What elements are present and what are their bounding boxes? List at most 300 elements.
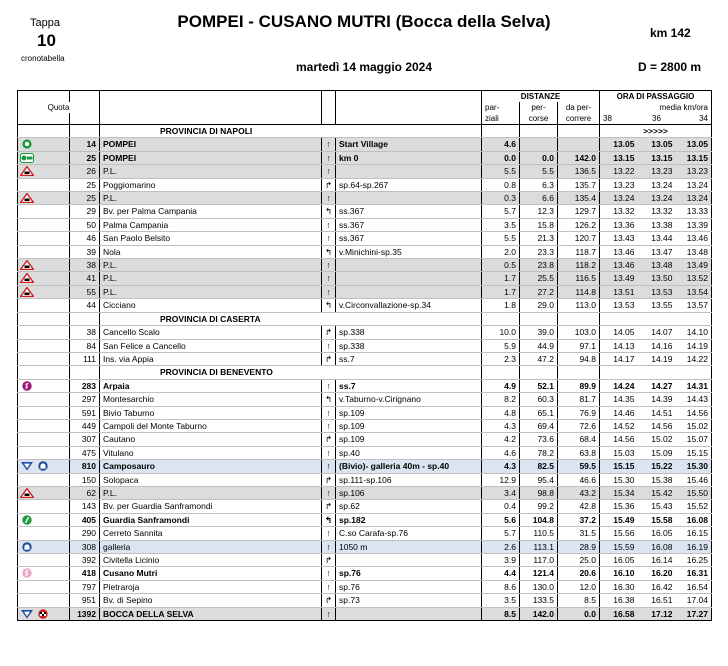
row-icons <box>18 259 70 272</box>
table-row <box>18 245 712 258</box>
row-quota: 150 <box>70 473 100 486</box>
row-time-38: 15.34 <box>600 486 638 499</box>
table-row <box>18 379 712 392</box>
page-title: POMPEI - CUSANO MUTRI (Bocca della Selva) <box>177 12 551 31</box>
table-row <box>18 486 712 499</box>
row-percorse: 65.1 <box>520 406 558 419</box>
row-time-34: 14.10 <box>676 326 712 339</box>
row-parziali: 4.9 <box>482 379 520 392</box>
speed-36-header: 36 <box>638 113 676 125</box>
table-row <box>18 326 712 339</box>
row-time-34: 16.25 <box>676 554 712 567</box>
row-road <box>336 285 482 298</box>
row-quota: 38 <box>70 259 100 272</box>
row-time-38: 15.59 <box>600 540 638 553</box>
row-quota: 55 <box>70 285 100 298</box>
row-dapercorrere: 68.4 <box>558 433 600 446</box>
row-direction: ↑ <box>322 406 336 419</box>
row-percorse: 27.2 <box>520 285 558 298</box>
row-time-36: 13.24 <box>638 178 676 191</box>
tunnel-icon <box>36 461 50 471</box>
row-percorse: 0.0 <box>520 151 558 164</box>
row-time-34: 15.15 <box>676 446 712 459</box>
row-quota: 29 <box>70 205 100 218</box>
row-percorse: 99.2 <box>520 500 558 513</box>
row-icons <box>18 567 70 580</box>
row-time-38: 16.05 <box>600 554 638 567</box>
table-row <box>18 433 712 446</box>
row-icons <box>18 352 70 365</box>
row-direction: ↑ <box>322 259 336 272</box>
row-percorse: 47.2 <box>520 352 558 365</box>
province-name: PROVINCIA DI NAPOLI <box>100 125 482 138</box>
table-row <box>18 192 712 205</box>
row-parziali: 5.7 <box>482 527 520 540</box>
table-row <box>18 138 712 151</box>
row-percorse: 25.5 <box>520 272 558 285</box>
row-time-36: 13.55 <box>638 299 676 312</box>
row-location: POMPEI <box>100 151 322 164</box>
row-parziali: 1.7 <box>482 285 520 298</box>
row-icons <box>18 285 70 298</box>
row-percorse: 23.3 <box>520 245 558 258</box>
row-time-34: 14.31 <box>676 379 712 392</box>
row-direction: ↱ <box>322 473 336 486</box>
row-time-36: 13.32 <box>638 205 676 218</box>
row-percorse: 29.0 <box>520 299 558 312</box>
row-parziali: 5.6 <box>482 513 520 526</box>
row-location: Palma Campania <box>100 218 322 231</box>
row-location: Nola <box>100 245 322 258</box>
row-quota: 46 <box>70 232 100 245</box>
row-parziali: 4.4 <box>482 567 520 580</box>
row-time-34: 15.50 <box>676 486 712 499</box>
row-parziali: 3.9 <box>482 554 520 567</box>
table-row <box>18 419 712 432</box>
row-dapercorrere: 118.7 <box>558 245 600 258</box>
row-direction: ↱ <box>322 433 336 446</box>
row-time-38: 16.58 <box>600 607 638 620</box>
row-road: km 0 <box>336 151 482 164</box>
row-parziali: 4.3 <box>482 460 520 473</box>
row-parziali: 8.6 <box>482 580 520 593</box>
row-parziali: 0.8 <box>482 178 520 191</box>
row-icons <box>18 406 70 419</box>
row-time-34: 13.24 <box>676 192 712 205</box>
row-dapercorrere: 63.8 <box>558 446 600 459</box>
row-parziali: 12.9 <box>482 473 520 486</box>
row-road: sp.109 <box>336 406 482 419</box>
row-percorse: 6.6 <box>520 192 558 205</box>
row-percorse: 23.8 <box>520 259 558 272</box>
row-time-34: 16.15 <box>676 527 712 540</box>
row-icons <box>18 500 70 513</box>
row-dapercorrere: 94.8 <box>558 352 600 365</box>
row-icons <box>18 580 70 593</box>
table-row <box>18 232 712 245</box>
row-time-34: 13.46 <box>676 232 712 245</box>
row-icons <box>18 326 70 339</box>
row-percorse: 113.1 <box>520 540 558 553</box>
row-parziali: 3.5 <box>482 594 520 607</box>
row-dapercorrere: 129.7 <box>558 205 600 218</box>
row-road: sp.109 <box>336 419 482 432</box>
row-parziali: 4.3 <box>482 419 520 432</box>
row-dapercorrere: 103.0 <box>558 326 600 339</box>
row-icons <box>18 473 70 486</box>
row-road: sp.40 <box>336 446 482 459</box>
row-parziali: 4.6 <box>482 446 520 459</box>
row-direction: ↰ <box>322 299 336 312</box>
row-direction: ↑ <box>322 540 336 553</box>
row-direction: ↱ <box>322 352 336 365</box>
row-icons <box>18 486 70 499</box>
row-percorse: 121.4 <box>520 567 558 580</box>
ora-header: ORA DI PASSAGGIO <box>600 91 712 103</box>
row-parziali: 10.0 <box>482 326 520 339</box>
row-direction: ↑ <box>322 285 336 298</box>
row-road: sp.64-sp.267 <box>336 178 482 191</box>
row-time-34: 16.08 <box>676 513 712 526</box>
row-location: P.L. <box>100 259 322 272</box>
row-dapercorrere: 126.2 <box>558 218 600 231</box>
row-road <box>336 192 482 205</box>
row-percorse: 130.0 <box>520 580 558 593</box>
row-dapercorrere: 114.8 <box>558 285 600 298</box>
row-road <box>336 165 482 178</box>
row-dapercorrere: 120.7 <box>558 232 600 245</box>
row-percorse: 142.0 <box>520 607 558 620</box>
row-road: sp.111-sp.106 <box>336 473 482 486</box>
row-percorse: 110.5 <box>520 527 558 540</box>
row-location: BOCCA DELLA SELVA <box>100 607 322 620</box>
row-road: ss.7 <box>336 352 482 365</box>
row-time-38: 14.13 <box>600 339 638 352</box>
table-row <box>18 473 712 486</box>
table-row <box>18 527 712 540</box>
row-location: P.L. <box>100 285 322 298</box>
row-location: Poggiomarino <box>100 178 322 191</box>
row-time-36: 16.05 <box>638 527 676 540</box>
row-icons <box>18 379 70 392</box>
province-row <box>18 366 712 379</box>
row-time-38: 13.24 <box>600 192 638 205</box>
cronotabella-label: cronotabella <box>21 54 65 63</box>
row-location: Bivio Taburno <box>100 406 322 419</box>
speed-38-header: 38 <box>600 113 638 125</box>
parziali-header-1: par- <box>482 102 520 113</box>
row-icons <box>18 138 70 151</box>
row-time-38: 16.30 <box>600 580 638 593</box>
row-quota: 25 <box>70 192 100 205</box>
row-direction: ↱ <box>322 500 336 513</box>
row-road: v.Minichini-sp.35 <box>336 245 482 258</box>
row-icons <box>18 232 70 245</box>
row-percorse: 133.5 <box>520 594 558 607</box>
row-road: sp.338 <box>336 326 482 339</box>
row-road: ss.7 <box>336 379 482 392</box>
row-time-38: 13.32 <box>600 205 638 218</box>
table-row <box>18 607 712 620</box>
row-direction: ↑ <box>322 165 336 178</box>
row-percorse: 44.9 <box>520 339 558 352</box>
row-location: POMPEI <box>100 138 322 151</box>
row-icons <box>18 165 70 178</box>
row-time-34: 16.31 <box>676 567 712 580</box>
gpm-icon <box>20 461 34 471</box>
row-direction: ↑ <box>322 192 336 205</box>
row-percorse: 95.4 <box>520 473 558 486</box>
row-parziali: 3.4 <box>482 486 520 499</box>
table-row <box>18 500 712 513</box>
table-row <box>18 259 712 272</box>
row-time-38: 14.24 <box>600 379 638 392</box>
row-icons <box>18 460 70 473</box>
row-dapercorrere: 116.5 <box>558 272 600 285</box>
stage-date: martedì 14 maggio 2024 <box>295 60 433 74</box>
row-parziali: 5.5 <box>482 232 520 245</box>
row-location: Campoli del Monte Taburno <box>100 419 322 432</box>
row-icons <box>18 299 70 312</box>
row-icons <box>18 419 70 432</box>
row-parziali: 5.7 <box>482 205 520 218</box>
row-time-34: 14.19 <box>676 339 712 352</box>
table-row <box>18 393 712 406</box>
speed-arrows <box>600 366 712 379</box>
province-row <box>18 312 712 325</box>
table-row <box>18 339 712 352</box>
table-row <box>18 352 712 365</box>
table-row <box>18 151 712 164</box>
itinerary-table <box>17 90 712 621</box>
row-quota: 25 <box>70 151 100 164</box>
row-parziali: 8.2 <box>482 393 520 406</box>
row-quota: 38 <box>70 326 100 339</box>
row-road: (Bivio)- galleria 40m - sp.40 <box>336 460 482 473</box>
row-direction: ↑ <box>322 580 336 593</box>
row-time-36: 16.14 <box>638 554 676 567</box>
row-direction: ↑ <box>322 527 336 540</box>
row-percorse: 104.8 <box>520 513 558 526</box>
row-location: galleria <box>100 540 322 553</box>
row-time-36: 13.38 <box>638 218 676 231</box>
row-quota: 143 <box>70 500 100 513</box>
row-quota: 44 <box>70 299 100 312</box>
row-parziali: 2.3 <box>482 352 520 365</box>
row-time-36: 13.48 <box>638 259 676 272</box>
row-road: sp.62 <box>336 500 482 513</box>
row-direction: ↑ <box>322 607 336 620</box>
row-time-38: 14.56 <box>600 433 638 446</box>
row-icons <box>18 205 70 218</box>
row-time-34: 13.52 <box>676 272 712 285</box>
row-location: Solopaca <box>100 473 322 486</box>
level-crossing-icon <box>20 287 34 297</box>
row-location: Guardia Sanframondi <box>100 513 322 526</box>
row-road <box>336 554 482 567</box>
row-quota: 951 <box>70 594 100 607</box>
row-road: sp.182 <box>336 513 482 526</box>
row-dapercorrere: 20.6 <box>558 567 600 580</box>
row-dapercorrere: 37.2 <box>558 513 600 526</box>
row-direction: ↱ <box>322 594 336 607</box>
table-row <box>18 594 712 607</box>
row-percorse: 52.1 <box>520 379 558 392</box>
table-row <box>18 446 712 459</box>
row-dapercorrere: 25.0 <box>558 554 600 567</box>
row-parziali: 0.3 <box>482 192 520 205</box>
table-row <box>18 567 712 580</box>
row-dapercorrere: 12.0 <box>558 580 600 593</box>
row-dapercorrere: 135.4 <box>558 192 600 205</box>
row-icons <box>18 433 70 446</box>
row-time-38: 14.05 <box>600 326 638 339</box>
row-location: Bv. di Sepino <box>100 594 322 607</box>
table-row <box>18 554 712 567</box>
row-icons <box>18 527 70 540</box>
row-direction: ↑ <box>322 446 336 459</box>
row-quota: 111 <box>70 352 100 365</box>
row-time-36: 16.51 <box>638 594 676 607</box>
row-percorse <box>520 138 558 151</box>
row-time-38: 15.56 <box>600 527 638 540</box>
row-quota: 308 <box>70 540 100 553</box>
row-location: Arpaia <box>100 379 322 392</box>
row-quota: 405 <box>70 513 100 526</box>
row-quota: 1392 <box>70 607 100 620</box>
row-time-36: 16.42 <box>638 580 676 593</box>
row-time-36: 13.47 <box>638 245 676 258</box>
row-time-36: 13.23 <box>638 165 676 178</box>
row-direction: ↑ <box>322 567 336 580</box>
row-direction: ↑ <box>322 232 336 245</box>
row-parziali: 3.5 <box>482 218 520 231</box>
row-percorse: 98.8 <box>520 486 558 499</box>
header-row-3 <box>18 113 712 125</box>
row-percorse: 60.3 <box>520 393 558 406</box>
row-road: sp.106 <box>336 486 482 499</box>
row-time-34: 15.07 <box>676 433 712 446</box>
row-time-38: 14.35 <box>600 393 638 406</box>
row-time-34: 13.23 <box>676 165 712 178</box>
row-direction: ↱ <box>322 554 336 567</box>
row-time-36: 14.51 <box>638 406 676 419</box>
row-location: P.L. <box>100 192 322 205</box>
row-time-38: 13.05 <box>600 138 638 151</box>
row-dapercorrere: 89.9 <box>558 379 600 392</box>
row-time-36: 14.39 <box>638 393 676 406</box>
row-road: sp.338 <box>336 339 482 352</box>
row-time-36: 14.27 <box>638 379 676 392</box>
row-percorse: 117.0 <box>520 554 558 567</box>
row-icons <box>18 554 70 567</box>
row-direction: ↑ <box>322 272 336 285</box>
row-time-38: 13.43 <box>600 232 638 245</box>
row-time-34: 17.04 <box>676 594 712 607</box>
row-time-34: 14.56 <box>676 406 712 419</box>
row-percorse: 39.0 <box>520 326 558 339</box>
row-parziali: 0.0 <box>482 151 520 164</box>
row-location: Cancello Scalo <box>100 326 322 339</box>
row-time-36: 13.15 <box>638 151 676 164</box>
row-time-36: 13.50 <box>638 272 676 285</box>
row-parziali: 1.7 <box>482 272 520 285</box>
row-location: Montesarchio <box>100 393 322 406</box>
stage-length: km 142 <box>650 26 691 40</box>
row-time-38: 14.46 <box>600 406 638 419</box>
parziali-header-2: ziali <box>482 113 520 125</box>
row-time-38: 13.49 <box>600 272 638 285</box>
row-dapercorrere: 59.5 <box>558 460 600 473</box>
row-location: Cusano Mutri <box>100 567 322 580</box>
row-dapercorrere: 76.9 <box>558 406 600 419</box>
row-time-36: 15.43 <box>638 500 676 513</box>
table-row <box>18 218 712 231</box>
row-parziali: 2.6 <box>482 540 520 553</box>
row-dapercorrere: 46.6 <box>558 473 600 486</box>
row-time-36: 17.12 <box>638 607 676 620</box>
row-direction: ↑ <box>322 138 336 151</box>
row-direction: ↑ <box>322 218 336 231</box>
row-time-36: 15.58 <box>638 513 676 526</box>
percorse-header-1: per- <box>520 102 558 113</box>
row-parziali: 4.2 <box>482 433 520 446</box>
row-dapercorrere: 0.0 <box>558 607 600 620</box>
row-direction: ↰ <box>322 205 336 218</box>
row-direction: ↱ <box>322 178 336 191</box>
row-time-34: 15.02 <box>676 419 712 432</box>
province-name: PROVINCIA DI CASERTA <box>100 312 482 325</box>
table-row <box>18 513 712 526</box>
row-quota: 307 <box>70 433 100 446</box>
row-time-38: 13.15 <box>600 151 638 164</box>
level-crossing-icon <box>20 260 34 270</box>
row-location: Cautano <box>100 433 322 446</box>
row-icons <box>18 339 70 352</box>
start-icon <box>20 139 34 149</box>
row-quota: 84 <box>70 339 100 352</box>
header-row-2 <box>18 102 712 113</box>
row-time-34: 15.46 <box>676 473 712 486</box>
row-time-38: 14.52 <box>600 419 638 432</box>
row-parziali: 4.8 <box>482 406 520 419</box>
row-quota: 810 <box>70 460 100 473</box>
row-time-34: 13.49 <box>676 259 712 272</box>
row-time-38: 13.23 <box>600 178 638 191</box>
province-name: PROVINCIA DI BENEVENTO <box>100 366 482 379</box>
row-dapercorrere: 97.1 <box>558 339 600 352</box>
row-road: sp.109 <box>336 433 482 446</box>
elevation-gain: D = 2800 m <box>638 60 702 74</box>
row-time-36: 15.02 <box>638 433 676 446</box>
row-parziali: 1.8 <box>482 299 520 312</box>
table-row <box>18 165 712 178</box>
row-time-38: 16.10 <box>600 567 638 580</box>
row-parziali: 8.5 <box>482 607 520 620</box>
row-time-34: 13.05 <box>676 138 712 151</box>
row-time-36: 14.56 <box>638 419 676 432</box>
row-time-36: 13.53 <box>638 285 676 298</box>
row-icons <box>18 151 70 164</box>
row-road: sp.73 <box>336 594 482 607</box>
tappa-number: 10 <box>37 31 56 50</box>
row-location: Camposauro <box>100 460 322 473</box>
row-time-34: 15.52 <box>676 500 712 513</box>
row-location: Civitella Licinio <box>100 554 322 567</box>
row-road <box>336 272 482 285</box>
row-time-38: 13.46 <box>600 245 638 258</box>
row-location: San Felice a Cancello <box>100 339 322 352</box>
